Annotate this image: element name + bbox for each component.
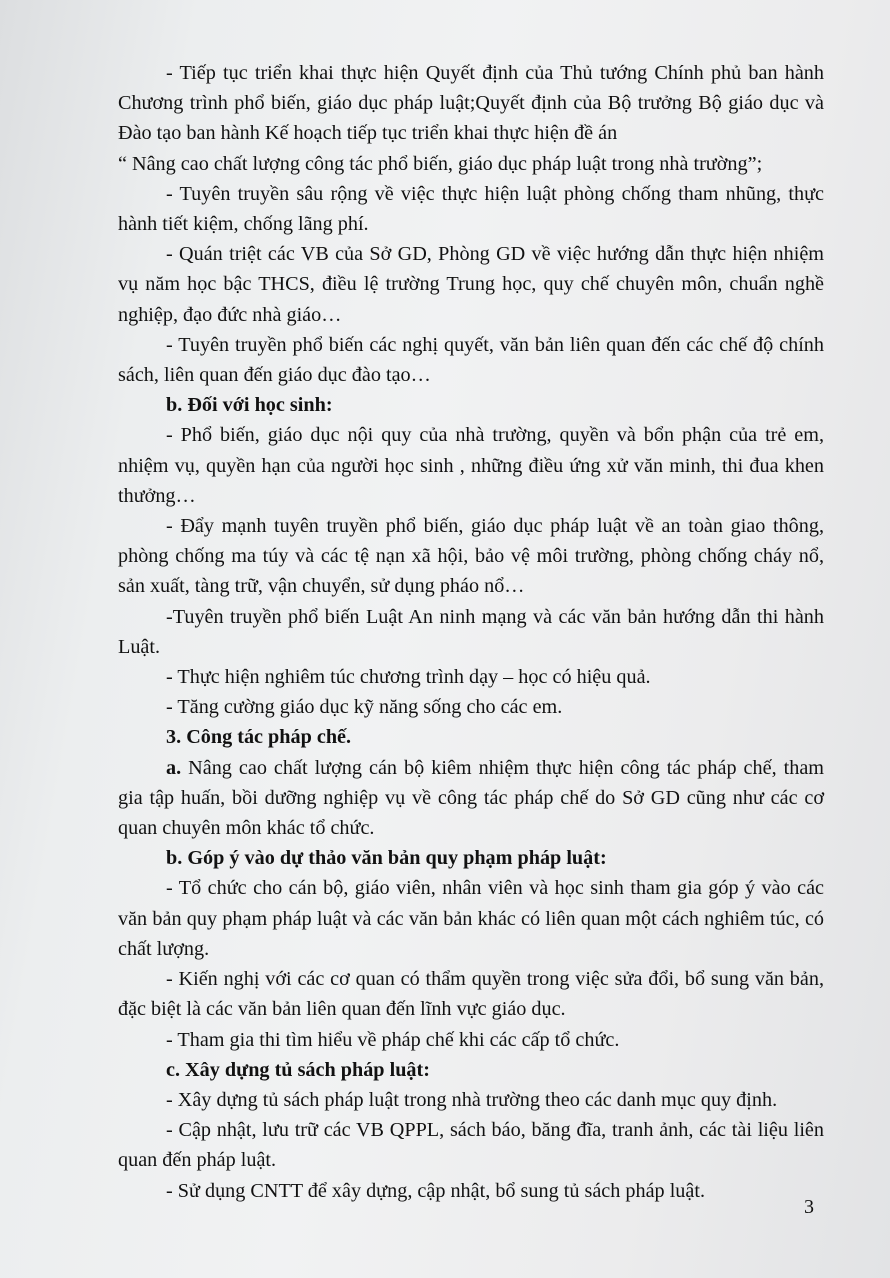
item-label: a. <box>166 756 182 779</box>
paragraph: - Tăng cường giáo dục kỹ năng sống cho các em. <box>166 696 563 719</box>
heading-text: b. Góp ý vào dự thảo văn bản quy phạm pháp luật: <box>166 847 607 870</box>
heading-text: b. Đối với học sinh: <box>166 394 333 417</box>
heading-text: 3. Công tác pháp chế. <box>166 726 352 749</box>
paragraph <box>118 753 824 844</box>
paragraph: - Xây dựng tủ sách pháp luật trong nhà trường theo các danh mục quy định. <box>166 1088 778 1111</box>
document-body <box>118 58 824 1206</box>
paragraph: - Phổ biến, giáo dục nội quy của nhà trường, quyền và bổn phận của trẻ em, nhiệm vụ, quyền hạn của người học sinh , những điều ứng xử văn minh, thi đua khen thưởng… <box>118 424 824 507</box>
paragraph: - Đẩy mạnh tuyên truyền phổ biến, giáo dục pháp luật về an toàn giao thông, phòng chống ma túy và các tệ nạn xã hội, bảo vệ môi trường, phòng chống cháy nổ, sản xuất, tàng trữ, vận chuyển, sử dụng pháo nổ… <box>118 515 824 598</box>
paragraph: - Sử dụng CNTT để xây dựng, cập nhật, bổ sung tủ sách pháp luật. <box>166 1179 706 1202</box>
paragraph: - Tổ chức cho cán bộ, giáo viên, nhân viên và học sinh tham gia góp ý vào các văn bản quy phạm pháp luật và các văn bản khác có liên quan một cách nghiêm túc, có chất lượng. <box>118 877 824 960</box>
paragraph: - Cập nhật, lưu trữ các VB QPPL, sách báo, băng đĩa, tranh ảnh, các tài liệu liên quan đến pháp luật. <box>118 1119 824 1172</box>
paragraph: - Quán triệt các VB của Sở GD, Phòng GD về việc hướng dẫn thực hiện nhiệm vụ năm học bậc THCS, điều lệ trường Trung học, quy chế chuyên môn, chuẩn nghề nghiệp, đạo đức nhà giáo… <box>118 243 824 326</box>
paragraph: - Tiếp tục triển khai thực hiện Quyết định của Thủ tướng Chính phủ ban hành Chương trình phổ biến, giáo dục pháp luật;Quyết định của Bộ trưởng Bộ giáo dục và Đào tạo ban hành Kế hoạch tiếp tục triển khai thực hiện đề án <box>118 62 824 145</box>
section-heading <box>118 843 824 873</box>
paragraph: - Thực hiện nghiêm túc chương trình dạy – học có hiệu quả. <box>166 666 651 689</box>
section-heading <box>118 390 824 420</box>
paragraph: “ Nâng cao chất lượng công tác phổ biến, giáo dục pháp luật trong nhà trường”; <box>118 152 763 175</box>
paragraph: - Tuyên truyền sâu rộng về việc thực hiện luật phòng chống tham nhũng, thực hành tiết kiệm, chống lãng phí. <box>118 182 824 236</box>
heading-text: c. Xây dựng tủ sách pháp luật: <box>166 1058 430 1081</box>
paragraph: - Kiến nghị với các cơ quan có thẩm quyền trong việc sửa đổi, bổ sung văn bản, đặc biệt là các văn bản liên quan đến lĩnh vực giáo dục. <box>118 968 824 1021</box>
paragraph: -Tuyên truyền phổ biến Luật An ninh mạng và các văn bản hướng dẫn thi hành Luật. <box>118 605 824 658</box>
paragraph: - Tham gia thi tìm hiểu về pháp chế khi các cấp tổ chức. <box>166 1028 620 1051</box>
paragraph: - Tuyên truyền phổ biến các nghị quyết, văn bản liên quan đến các chế độ chính sách, liên quan đến giáo dục đào tạo… <box>118 333 824 387</box>
paragraph-text: Nâng cao chất lượng cán bộ kiêm nhiệm thực hiện công tác pháp chế, tham gia tập huấn, bồi dưỡng nghiệp vụ về công tác pháp chế do Sở GD cũng như các cơ quan chuyên môn khác tổ chức. <box>118 756 824 840</box>
page-number: 3 <box>804 1196 814 1218</box>
section-heading <box>118 1055 824 1085</box>
section-heading <box>118 722 824 752</box>
